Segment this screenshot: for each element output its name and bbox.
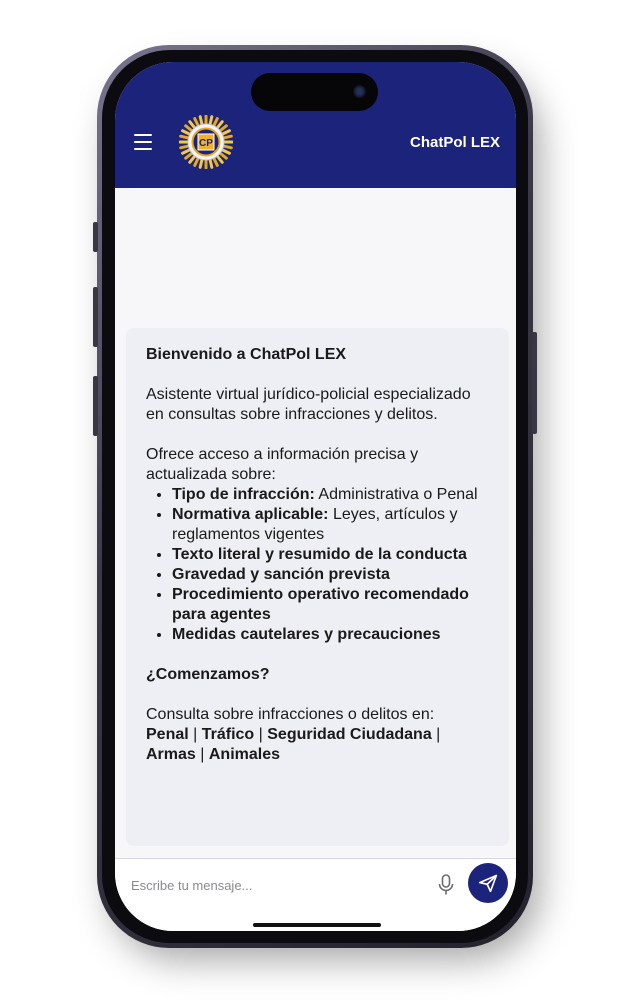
offer-text: Ofrece acceso a información precisa y actualizada sobre: bbox=[146, 446, 419, 483]
app-title: ChatPol LEX bbox=[409, 134, 500, 151]
hamburger-menu-icon[interactable] bbox=[134, 134, 152, 150]
list-item: • Medidas cautelares y precauciones bbox=[172, 625, 489, 645]
topic: Tráfico bbox=[201, 726, 255, 743]
camera-icon bbox=[353, 85, 366, 98]
topics-intro: Consulta sobre infracciones o delitos en: bbox=[146, 706, 435, 723]
topic: Armas bbox=[146, 746, 196, 763]
power-button bbox=[532, 332, 537, 434]
microphone-icon[interactable] bbox=[437, 874, 455, 896]
topic: Penal bbox=[146, 726, 189, 743]
intro-text: Asistente virtual jurídico-policial especializado en consultas sobre infracciones y delitos. bbox=[146, 386, 471, 423]
welcome-heading: Bienvenido a ChatPol LEX bbox=[146, 346, 347, 363]
topic: Seguridad Ciudadana bbox=[267, 726, 432, 743]
logo-text: CP bbox=[199, 138, 213, 149]
dynamic-island bbox=[251, 73, 378, 111]
phone-screen bbox=[115, 62, 516, 931]
feature-list bbox=[146, 485, 489, 645]
list-item: • Gravedad y sanción prevista bbox=[172, 565, 489, 585]
list-item: • Normativa aplicable: Leyes, artículos y reglamentos vigentes bbox=[172, 505, 489, 545]
send-icon bbox=[478, 873, 498, 893]
message-input[interactable] bbox=[129, 871, 423, 899]
home-indicator bbox=[253, 923, 381, 927]
question-text: ¿Comenzamos? bbox=[146, 666, 270, 683]
app-header bbox=[115, 62, 516, 188]
chatpol-logo bbox=[179, 115, 233, 169]
volume-up-button bbox=[93, 287, 98, 347]
volume-down-button bbox=[93, 376, 98, 436]
list-item: • Texto literal y resumido de la conducta bbox=[172, 545, 489, 565]
topics-line: Penal | Tráfico | Seguridad Ciudadana | Armas | Animales bbox=[146, 726, 441, 763]
topic: Animales bbox=[208, 746, 280, 763]
welcome-message bbox=[126, 328, 509, 846]
message-composer bbox=[115, 859, 516, 931]
send-button[interactable] bbox=[468, 863, 508, 903]
list-item: • Tipo de infracción: Administrativa o Penal bbox=[172, 485, 489, 505]
list-item: • Procedimiento operativo recomendado para agentes bbox=[172, 585, 489, 625]
action-button bbox=[93, 222, 98, 252]
